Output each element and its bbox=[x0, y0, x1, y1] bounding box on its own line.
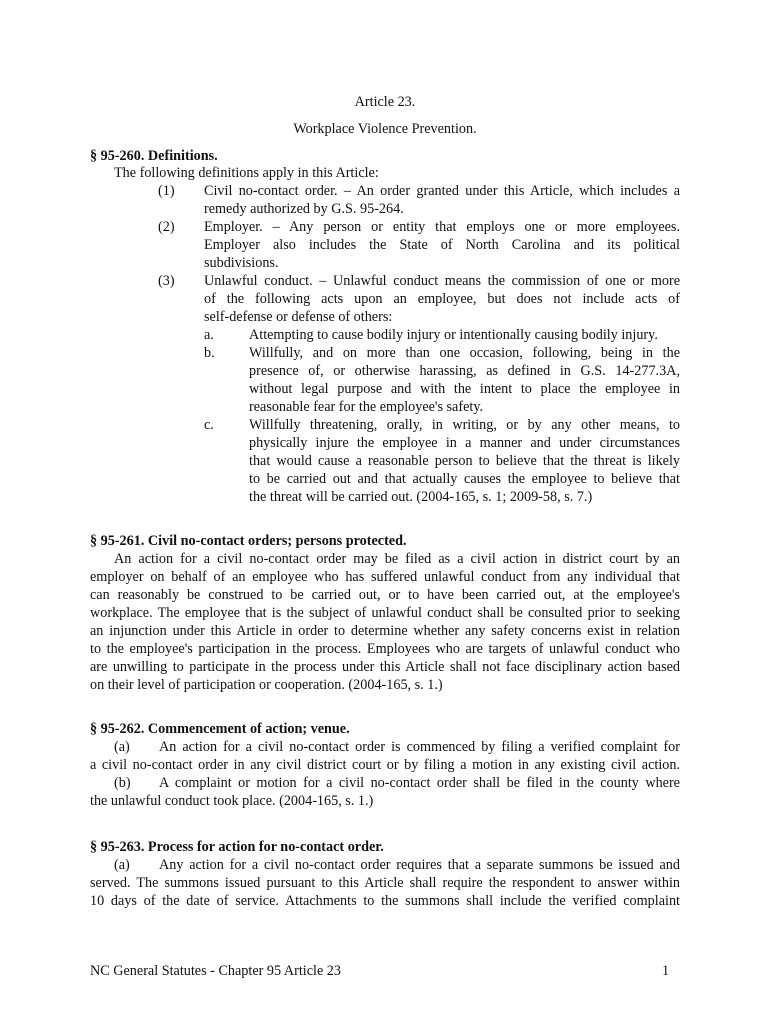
subitem-c-line: to be carried out and that actually causes the employee to believe that bbox=[249, 471, 680, 487]
subitem-c-line: that would cause a reasonable person to believe that the threat is likely bbox=[249, 453, 680, 469]
section-95-263-a-line: 10 days of the date of service. Attachments to the summons shall include the verified complaint bbox=[90, 893, 680, 909]
subsection-label: (a) bbox=[114, 857, 130, 873]
subitem-letter: b. bbox=[204, 345, 215, 361]
subsection-label: (a) bbox=[114, 739, 130, 755]
section-95-262-a-line: a civil no-contact order in any civil district court or by filing a motion in any existing civil action. bbox=[90, 757, 680, 773]
page-number: 1 bbox=[662, 963, 670, 979]
subitem-a-line: Attempting to cause bodily injury or intentionally causing bodily injury. bbox=[249, 327, 658, 343]
item-1-line: remedy authorized by G.S. 95-264. bbox=[204, 201, 404, 217]
subitem-c-line: physically injure the employee in a manner and under circumstances bbox=[249, 435, 680, 451]
subsection-label: (b) bbox=[114, 775, 131, 791]
subitem-letter: a. bbox=[204, 327, 214, 343]
section-heading-95-260: § 95-260. Definitions. bbox=[90, 148, 218, 164]
section-heading-95-263: § 95-263. Process for action for no-contact order. bbox=[90, 839, 384, 855]
item-3-line: self-defense or defense of others: bbox=[204, 309, 393, 325]
section-95-262-b-line: the unlawful conduct took place. (2004-165, s. 1.) bbox=[90, 793, 374, 809]
section-95-261-line: An action for a civil no-contact order may be filed as a civil action in district court by an bbox=[114, 551, 680, 567]
item-2-line: subdivisions. bbox=[204, 255, 279, 271]
subitem-c-line: the threat will be carried out. (2004-165, s. 1; 2009-58, s. 7.) bbox=[249, 489, 593, 505]
subitem-c-line: Willfully threatening, orally, in writing, or by any other means, to bbox=[249, 417, 680, 433]
section-95-262-b-line: A complaint or motion for a civil no-contact order shall be filed in the county where bbox=[159, 775, 680, 791]
item-2-line: Employer also includes the State of North Carolina and its political bbox=[204, 237, 680, 253]
article-title: Article 23. bbox=[354, 94, 416, 110]
section-heading-95-262: § 95-262. Commencement of action; venue. bbox=[90, 721, 350, 737]
subitem-b-line: presence of, or otherwise harassing, as defined in G.S. 14-277.3A, bbox=[249, 363, 680, 379]
section-95-263-a-line: served. The summons issued pursuant to this Article shall require the respondent to answer within bbox=[90, 875, 680, 891]
section-95-263-a-line: Any action for a civil no-contact order requires that a separate summons be issued and bbox=[159, 857, 680, 873]
section-heading-95-261: § 95-261. Civil no-contact orders; persons protected. bbox=[90, 533, 407, 549]
item-number: (2) bbox=[158, 219, 175, 235]
section-95-261-line: can reasonably be construed to be carried out, or to have been carried out, at the employee's bbox=[90, 587, 680, 603]
subitem-letter: c. bbox=[204, 417, 214, 433]
definitions-intro: The following definitions apply in this Article: bbox=[114, 165, 379, 181]
item-2-line: Employer. – Any person or entity that employs one or more employees. bbox=[204, 219, 680, 235]
section-95-261-line: employer on behalf of an employee who has suffered unlawful conduct from any individual that bbox=[90, 569, 680, 585]
footer-source: NC General Statutes - Chapter 95 Article 23 bbox=[90, 963, 341, 979]
article-subtitle: Workplace Violence Prevention. bbox=[293, 121, 477, 137]
item-1-line: Civil no-contact order. – An order granted under this Article, which includes a bbox=[204, 183, 680, 199]
item-3-line: of the following acts upon an employee, but does not include acts of bbox=[204, 291, 680, 307]
section-95-261-line: are unwilling to participate in the process under this Article shall not face disciplinary action based bbox=[90, 659, 680, 675]
item-3-line: Unlawful conduct. – Unlawful conduct means the commission of one or more bbox=[204, 273, 680, 289]
section-95-261-line: on their level of participation or cooperation. (2004-165, s. 1.) bbox=[90, 677, 443, 693]
section-95-261-line: workplace. The employee that is the subject of unlawful conduct shall be consulted prior to seeking bbox=[90, 605, 680, 621]
subitem-b-line: Willfully, and on more than one occasion, following, being in the bbox=[249, 345, 680, 361]
item-number: (1) bbox=[158, 183, 175, 199]
subitem-b-line: without legal purpose and with the intent to place the employee in bbox=[249, 381, 680, 397]
subitem-b-line: reasonable fear for the employee's safety. bbox=[249, 399, 484, 415]
section-95-261-line: an injunction under this Article in order to determine whether any safety concerns exist in relation bbox=[90, 623, 680, 639]
item-number: (3) bbox=[158, 273, 175, 289]
section-95-262-a-line: An action for a civil no-contact order is commenced by filing a verified complaint for bbox=[159, 739, 680, 755]
section-95-261-line: to the employee's participation in the process. Employees who are targets of unlawful conduct who bbox=[90, 641, 680, 657]
